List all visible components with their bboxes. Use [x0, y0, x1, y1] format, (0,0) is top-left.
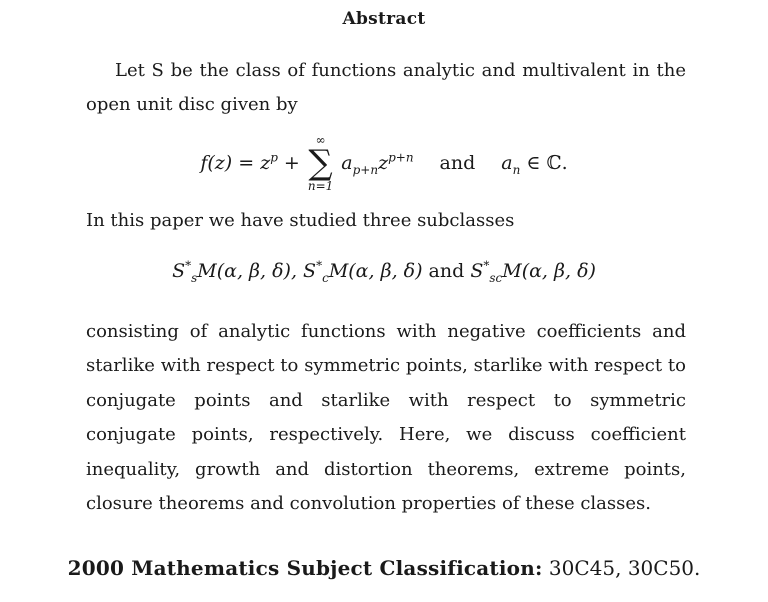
abstract-title: Abstract	[342, 9, 426, 29]
eq-plus: +	[283, 152, 300, 174]
cond-base: a	[501, 152, 513, 174]
sum-lower-limit: n=1	[307, 179, 334, 193]
eq-and: and	[439, 152, 476, 174]
sigma-icon: ∑	[308, 143, 333, 183]
term-z: z	[378, 152, 389, 174]
class-3: $S^*_{sc}M(\alpha$, β, δ)	[464, 258, 596, 285]
class-1: $S^*_sM(\alpha$, β, δ),	[172, 258, 304, 285]
msc-label: 2000 Mathematics Subject Classification:	[67, 556, 543, 580]
eq-lhs-exponent: p	[270, 150, 278, 165]
abstract-paragraph-intro	[86, 54, 686, 123]
series-equation	[0, 134, 768, 194]
intro-text: Let S be the class of functions analytic and multivalent in the open unit disc given by	[86, 60, 686, 116]
term-exponent: p+n	[388, 150, 414, 165]
term-subscript: p+n	[352, 162, 379, 177]
sum-upper-limit: ∞	[315, 133, 326, 147]
cond-subscript: n	[512, 162, 521, 177]
msc-classification	[0, 556, 768, 580]
summation-symbol	[308, 134, 333, 192]
abstract-paragraph-subclasses: In this paper we have studied three subclasses	[86, 210, 515, 231]
abstract-paragraph-main: consisting of analytic functions with negative coefficients and starlike with respect to symmetric points, starlike with respect to conjugate points and starlike with respect to symmetric conjugate points, respectively. Here, we discuss coefficient inequality, growth and distortion theorems, extreme points, closure theorems and convolution properties of these classes.	[86, 321, 686, 515]
eq2-and: and	[428, 260, 465, 282]
msc-value: 30C45, 30C50.	[542, 556, 701, 580]
class-2: $S^*_cM(\alpha$, β, δ)	[303, 258, 429, 285]
cond-rest: ∈ ℂ.	[520, 152, 568, 174]
term-base: a	[341, 152, 353, 174]
subclasses-formula	[0, 258, 768, 285]
eq-lhs: f(z) = z	[200, 152, 271, 174]
